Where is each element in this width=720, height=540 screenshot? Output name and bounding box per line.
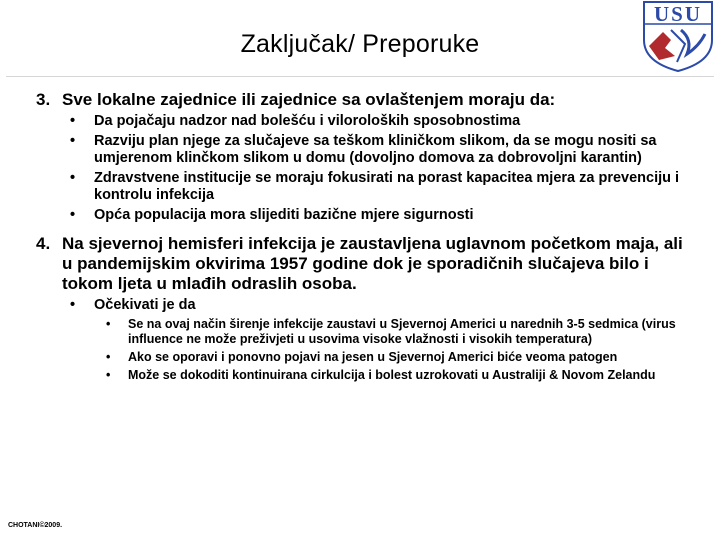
slide-content — [36, 90, 696, 383]
section-4 — [36, 234, 696, 294]
list-item: • Se na ovaj način širenje infekcije zaustavi u Sjevernoj Americi u narednih 3-5 sedmica (virus influence ne može preživjeti u usovima visoke vlažnosti i visokih temperatura) — [36, 317, 696, 347]
section-4-number: 4. — [36, 234, 51, 253]
list-item: • Opća populacija mora slijediti bazične mjere sigurnosti — [36, 207, 696, 224]
list-item: • Da pojačaju nadzor nad bolešću i viloroloških sposobnostima — [36, 113, 696, 130]
list-item: • Ako se oporavi i ponovno pojavi na jesen u Sjevernoj Americi biće veoma patogen — [36, 350, 696, 365]
list-item: • Zdravstvene institucije se moraju fokusirati na porast kapacitea mjera za prevenciju i kontrolu infekcija — [36, 170, 696, 204]
section-3-heading: Sve lokalne zajednice ili zajednice sa ovlaštenjem moraju da: — [62, 90, 556, 109]
section-4-heading: Na sjevernoj hemisferi infekcija je zaustavljena uglavnom početkom maja, ali u pandemijskim okvirima 1957 godine dok je sporadičnih slučajeva bilo i tokom ljeta u mlađih odraslih osoba. — [62, 234, 683, 293]
list-item: • Očekivati je da — [36, 297, 696, 314]
section-3 — [36, 90, 696, 110]
title-divider — [6, 76, 714, 77]
list-item: • Razviju plan njege za slučajeve sa teškom kliničkom slikom, da se mogu nositi sa umjerenom klinčkom slikom u domu (dovoljno domova za dobrovoljni karantin) — [36, 133, 696, 167]
list-item: • Može se dokoditi kontinuirana cirkulcija i bolest uzrokovati u Australiji & Novom Zelandu — [36, 368, 696, 383]
section-4-bullets — [36, 297, 696, 314]
section-4-subbullets — [36, 317, 696, 383]
copyright-footer: CHOTANI©2009. — [8, 522, 63, 529]
logo-letters: USU — [653, 2, 703, 26]
section-3-bullets — [36, 113, 696, 224]
usu-logo-icon — [641, 0, 715, 72]
slide-title: Zaključak/ Preporuke — [240, 30, 480, 58]
section-3-number: 3. — [36, 90, 51, 109]
